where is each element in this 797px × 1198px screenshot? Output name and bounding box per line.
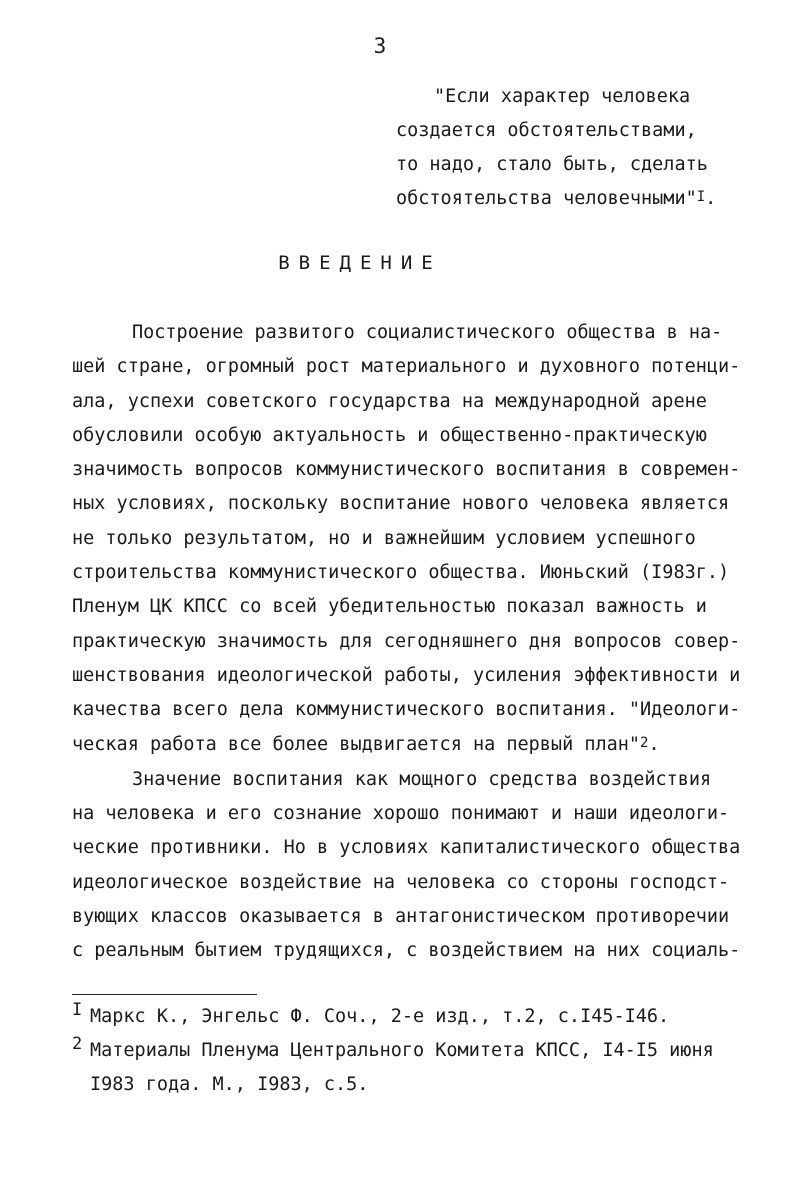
body-line: Пленум ЦК КПСС со всей убедительностью показал важность и <box>72 596 707 618</box>
epigraph-line-text: обстоятельства человечными" <box>396 188 697 209</box>
body-line: не только результатом, но и важнейшим условием успешного <box>72 527 696 549</box>
body-line: качества всего дела коммунистического воспитания. "Идеологи- <box>72 699 741 721</box>
epigraph-end-punct: . <box>705 188 717 209</box>
page-number: 3 <box>373 34 387 58</box>
body-line: строительства коммунистического общества. Июньский (I983г.) <box>72 562 730 584</box>
footnote-ref-2: 2 <box>640 734 649 751</box>
epigraph-line-last <box>396 182 756 217</box>
epigraph <box>396 80 756 217</box>
body-line: ческие противники. Но в условиях капиталистического общества <box>72 837 741 859</box>
body-line: обусловили особую актуальность и общественно-практическую <box>72 424 707 446</box>
body-end-punct: . <box>648 733 660 755</box>
footnote-1 <box>72 1000 712 1034</box>
footnote-text: I983 года. М., I983, с.5. <box>90 1074 369 1095</box>
footnote-divider <box>72 994 257 995</box>
footnotes <box>72 1000 712 1102</box>
footnote-text: Материалы Пленума Центрального Комитета КПСС, I4-I5 июня <box>90 1040 714 1061</box>
section-heading: ВВЕДЕНИЕ <box>278 252 442 274</box>
body-line: практическую значимость для сегодняшнего дня вопросов совер- <box>72 630 741 652</box>
footnote-ref-1: I <box>696 189 706 205</box>
footnote-2 <box>72 1034 712 1102</box>
body-line: идеологическое воздействие на человека со стороны господст- <box>72 871 730 893</box>
body-line-last <box>72 728 712 763</box>
body-line: шей стране, огромный рост материального и духовного потенци- <box>72 356 741 378</box>
epigraph-line: "Если характер человека <box>434 86 691 107</box>
body-line-text: ческая работа все более выдвигается на первый план" <box>72 733 641 755</box>
body-text <box>72 316 741 969</box>
body-line: Построение развитого социалистического общества в на- <box>132 322 723 343</box>
footnote-text: Маркс К., Энгельс Ф. Соч., 2-е изд., т.2, с.I45-I46. <box>90 1006 670 1027</box>
body-line: ных условиях, поскольку воспитание нового человека является <box>72 493 730 515</box>
epigraph-line: то надо, стало быть, сделать <box>396 154 708 175</box>
body-line: на человека и его сознание хорошо понимают и наши идеологи- <box>72 803 730 825</box>
footnote-mark: I <box>72 1000 83 1020</box>
body-line: с реальным бытием трудящихся, с воздействием на них социаль- <box>72 940 741 962</box>
body-line: шенствования идеологической работы, усиления эффективности и <box>72 664 741 686</box>
body-line: Значение воспитания как мощного средства воздействия <box>132 768 712 790</box>
footnote-mark: 2 <box>72 1034 83 1054</box>
epigraph-line: создается обстоятельствами, <box>396 120 697 141</box>
body-line: вующих классов оказывается в антагонистическом противоречии <box>72 906 730 928</box>
body-line: ала, успехи советского государства на международной арене <box>72 390 707 412</box>
body-line: значимость вопросов коммунистического воспитания в современ- <box>72 459 741 481</box>
